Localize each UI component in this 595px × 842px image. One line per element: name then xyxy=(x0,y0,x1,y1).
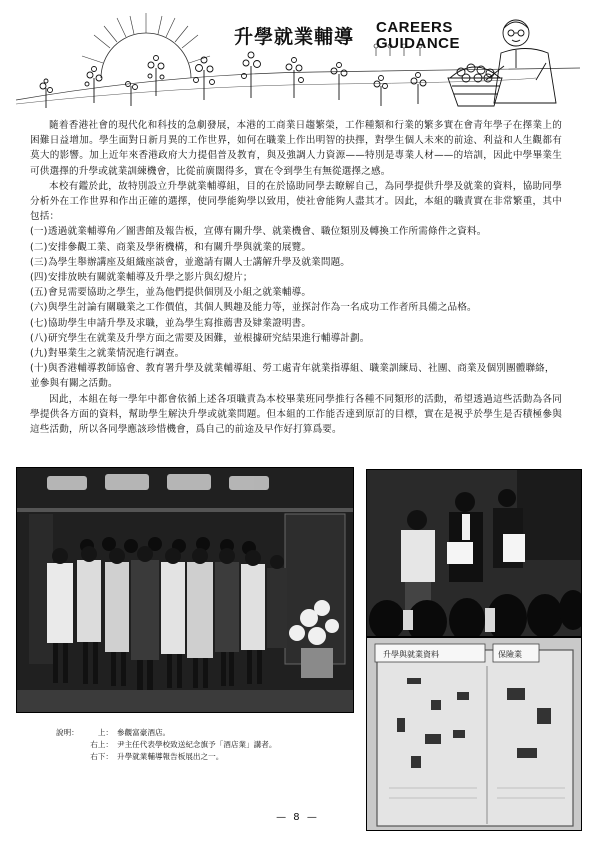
careers-report-board-photo xyxy=(366,637,582,831)
duty-number: (二) xyxy=(30,241,48,253)
duty-text: 協助學生申請升學及求職，並為學生寫推薦書及肄業證明書。 xyxy=(48,317,312,329)
intro-paragraph-2: 本校有鑑於此，故特別設立升學就業輔導組，目的在於協助同學去瞭解自己，為同學提供升學及就業的資料，協助同學分析外在工作世界和作出正確的選擇，使同學能夠學以致用，使社會能夠人盡其才。因此，本組的職責實在非常繁重，其中包括： xyxy=(30,180,562,223)
caption-row xyxy=(56,751,276,763)
duty-item xyxy=(30,255,562,270)
caption-position: 右下： xyxy=(90,752,113,761)
header-title-english xyxy=(376,20,460,52)
header-title-english-line1: CAREERS xyxy=(376,19,453,36)
board-label-right: 保險業 xyxy=(498,650,522,659)
duty-text: 為學生舉辦講座及組織座談會，並邀請有關人士講解升學及就業問題。 xyxy=(48,256,351,268)
duty-text: 安排放映有關就業輔導及升學之影片與幻燈片； xyxy=(48,272,253,284)
caption-row xyxy=(56,739,276,751)
caption-row xyxy=(56,727,276,739)
header-banner xyxy=(16,8,580,116)
flower-plants-illustration xyxy=(40,44,426,108)
duty-text: 透過就業輔導角／圖書館及報告板，宣傳有關升學、就業機會、職位類別及轉換工作所需條件之資料。 xyxy=(48,226,487,238)
caption-heading: 說明： xyxy=(56,728,79,737)
duty-number: (一) xyxy=(30,226,48,238)
duty-item xyxy=(30,240,562,255)
caption-position: 右上： xyxy=(90,740,113,749)
duty-text: 與香港輔導教師協會、教育署升學及就業輔導組、勞工處青年就業指導組、職業訓練局、社團、商業及個別團體聯絡，並參與有關之活動。 xyxy=(30,363,555,390)
duty-number: (七) xyxy=(30,317,48,329)
duty-number: (九) xyxy=(30,348,48,360)
closing-paragraph: 因此，本組在每一學年中都會依循上述各項職責為本校畢業班同學推行各種不同類形的活動，希望透過這些活動為各同學提供各方面的資料，幫助學生解決升學或就業問題。但本組的工作能否達到原訂的目標，實在是視乎於學生是否積極參與這些活動，所以各同學應該珍惜機會，爲自己的前途及早作好打算爲要。 xyxy=(30,393,562,436)
header-title-english-line2: GUIDANCE xyxy=(376,35,461,52)
caption-text: 尹主任代表學校致送紀念旗予「酒店業」講者。 xyxy=(117,740,277,749)
duty-text: 與學生討論有關職業之工作價值，其個人興趣及能力等，並探討作為一名成功工作者所具備之品格。 xyxy=(48,302,477,314)
group-photo-hotel-visit xyxy=(16,467,354,713)
duty-number: (八) xyxy=(30,332,48,344)
duty-item xyxy=(30,361,562,391)
duty-number: (五) xyxy=(30,287,48,299)
caption-position: 上： xyxy=(97,728,113,737)
intro-paragraph-1: 隨着香港社會的現代化和科技的急劇發展，本港的工商業日趨繁榮，工作種類和行業的繁多實在會青年學子在擇業上的困難日益增加。學生面對日新月異的工作世界，如何在職業上作出明智的抉擇，對學生個人未來的前途、利益和人生觀都有莫大的影響。加上近年來香港政府大力提倡普及教育，與及強調人力資源——特別是專業人材——的培訓，因此中學畢業生可供選擇的升學或就業訓練機會，比從前廣闊得多，實在令到學生有無從選擇之感。 xyxy=(30,120,562,177)
duty-item xyxy=(30,331,562,346)
page-number: — 8 — xyxy=(276,812,319,823)
duty-number: (四) xyxy=(30,272,48,284)
header-title-chinese: 升學就業輔導 xyxy=(234,26,355,48)
duty-item xyxy=(30,224,562,239)
duty-text: 安排參觀工業、商業及學術機構，和有關升學與就業的展覽。 xyxy=(48,241,312,253)
duty-item xyxy=(30,300,562,315)
board-label-left: 升學與就業資料 xyxy=(383,650,439,659)
photo-banner-presentation xyxy=(366,469,582,637)
duty-number: (十) xyxy=(30,363,48,375)
duty-item xyxy=(30,316,562,331)
duty-item xyxy=(30,346,562,361)
sun-illustration xyxy=(82,13,210,78)
caption-text: 升學就業輔導報告板展出之一。 xyxy=(117,752,224,761)
duty-text: 對畢業生之就業情況進行調查。 xyxy=(48,348,185,360)
student-with-basket-illustration xyxy=(448,20,556,106)
duty-number: (六) xyxy=(30,302,48,314)
duty-item xyxy=(30,270,562,285)
photo-caption xyxy=(56,727,276,763)
duties-list xyxy=(30,224,562,391)
duty-number: (三) xyxy=(30,256,48,268)
duty-text: 會見需要協助之學生，並為他們提供個別及小組之就業輔導。 xyxy=(48,287,312,299)
article-body xyxy=(30,118,562,437)
caption-text: 參觀富豪酒店。 xyxy=(117,728,171,737)
duty-text: 研究學生在就業及升學方面之需要及困難，並根據研究結果進行輔導計劃。 xyxy=(48,332,370,344)
duty-item xyxy=(30,285,562,300)
